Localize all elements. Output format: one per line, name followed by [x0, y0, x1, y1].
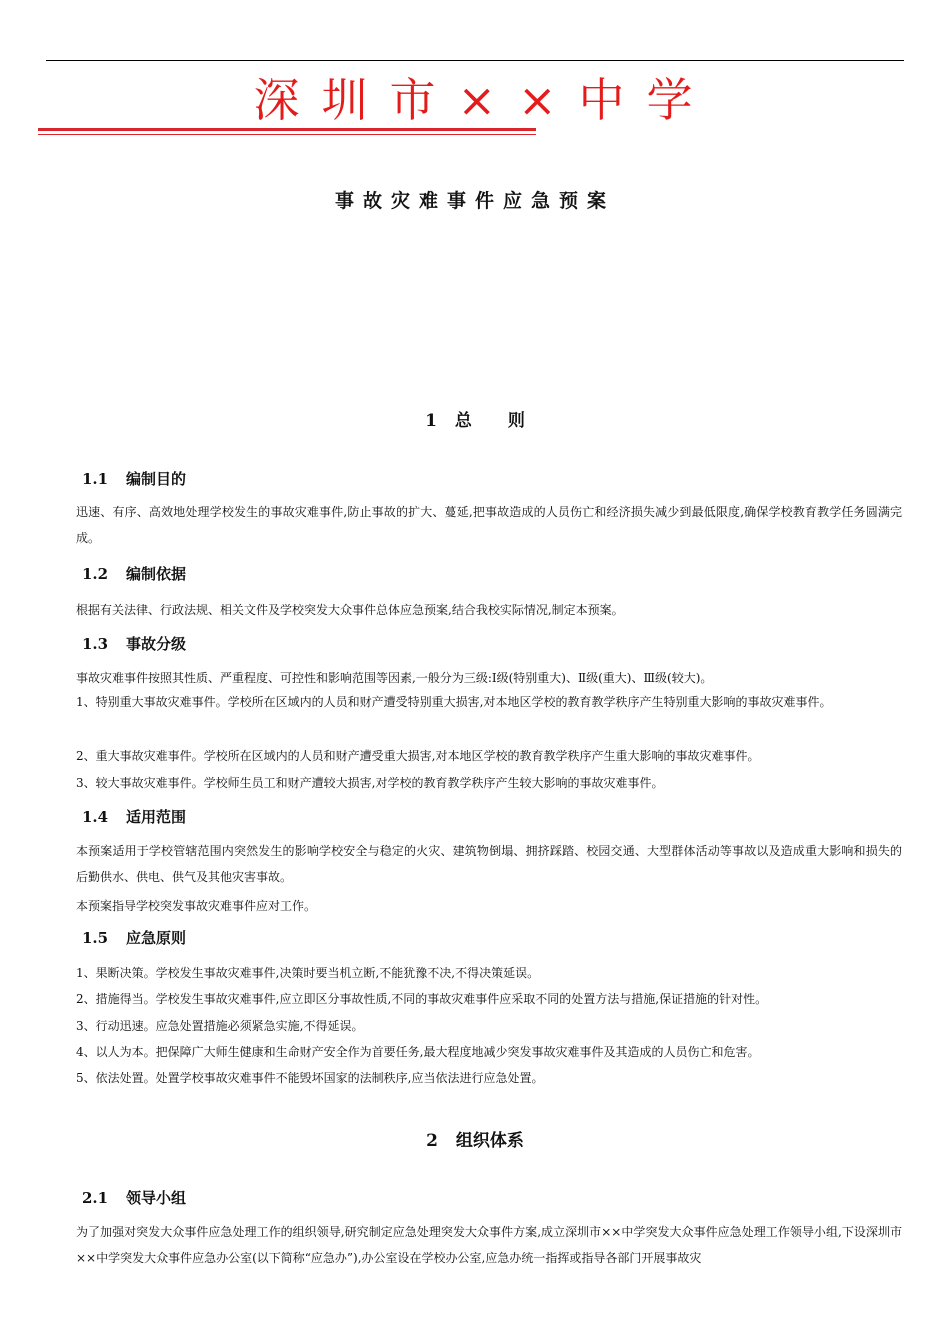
chapter-title-part: 总: [454, 411, 508, 431]
paragraph: 3、行动迅速。应急处置措施必须紧急实施,不得延误。: [76, 1019, 364, 1033]
section-title: 事故分级: [126, 635, 187, 653]
section-title: 领导小组: [126, 1189, 187, 1207]
paragraph: 迅速、有序、高效地处理学校发生的事故灾难事件,防止事故的扩大、蔓延,把事故造成的人员伤亡和经济损失减少到最低限度,确保学校教育教学任务圆满完成。: [76, 505, 902, 545]
paragraph: 为了加强对突发大众事件应急处理工作的组织领导,研究制定应急处理突发大众事件方案,成立深圳市××中学突发大众事件应急处理工作领导小组,下设深圳市××中学突发大众事件应急办公室(以下简称“应急办”),办公室设在学校办公室,应急办统一指挥或指导各部门开展事故灾: [76, 1225, 902, 1265]
chapter-1-heading: [0, 406, 950, 431]
section-1-3-heading: [82, 633, 186, 654]
section-1-4-heading: [82, 806, 186, 827]
section-title: 适用范围: [126, 808, 187, 826]
document-title: 事故灾难事件应急预案: [334, 190, 615, 212]
section-number: 1.5: [82, 929, 109, 947]
chapter-number: 2: [426, 1131, 438, 1151]
section-title: 编制依据: [126, 565, 187, 583]
paragraph: 3、较大事故灾难事件。学校师生员工和财产遭较大损害,对学校的教育教学秩序产生较大影响的事故灾难事件。: [76, 776, 664, 790]
paragraph: 1、特别重大事故灾难事件。学校所在区域内的人员和财产遭受特别重大损害,对本地区学校的教育教学秩序产生特别重大影响的事故灾难事件。: [76, 695, 832, 709]
paragraph: 1、果断决策。学校发生事故灾难事件,决策时要当机立断,不能犹豫不决,不得决策延误。: [76, 966, 540, 980]
paragraph: 本预案指导学校突发事故灾难事件应对工作。: [76, 899, 317, 913]
chapter-2-heading: [0, 1126, 950, 1151]
school-name-heading: 深圳市××中学: [253, 73, 715, 127]
section-number: 2.1: [82, 1189, 109, 1207]
paragraph: 事故灾难事件按照其性质、严重程度、可控性和影响范围等因素,一般分为三级:Ⅰ级(特别重大)、Ⅱ级(重大)、Ⅲ级(较大)。: [76, 671, 713, 685]
chapter-title: 组织体系: [455, 1131, 524, 1151]
chapter-title-part: 则: [507, 411, 525, 431]
header-top-rule: [46, 60, 904, 61]
section-number: 1.2: [82, 565, 109, 583]
section-number: 1.1: [82, 470, 109, 488]
paragraph: 5、依法处置。处置学校事故灾难事件不能毁坏国家的法制秩序,应当依法进行应急处置。: [76, 1071, 544, 1085]
section-number: 1.4: [82, 808, 109, 826]
paragraph: 4、以人为本。把保障广大师生健康和生命财产安全作为首要任务,最大程度地减少突发事故灾难事件及其造成的人员伤亡和危害。: [76, 1045, 760, 1059]
section-2-1-heading: [82, 1187, 186, 1208]
paragraph: 2、重大事故灾难事件。学校所在区域内的人员和财产遭受重大损害,对本地区学校的教育教学秩序产生重大影响的事故灾难事件。: [76, 749, 760, 763]
header-red-rule: [38, 128, 536, 131]
chapter-number: 1: [425, 411, 437, 431]
section-1-2-heading: [82, 563, 186, 584]
section-title: 编制目的: [126, 470, 187, 488]
section-number: 1.3: [82, 635, 109, 653]
header-red-rule-thin: [38, 134, 536, 135]
section-1-1-heading: [82, 468, 186, 489]
paragraph: 根据有关法律、行政法规、相关文件及学校突发大众事件总体应急预案,结合我校实际情况,制定本预案。: [76, 603, 624, 617]
section-title: 应急原则: [126, 929, 187, 947]
section-1-5-heading: [82, 927, 186, 948]
paragraph: 本预案适用于学校管辖范围内突然发生的影响学校安全与稳定的火灾、建筑物倒塌、拥挤踩踏、校园交通、大型群体活动等事故以及造成重大影响和损失的后勤供水、供电、供气及其他灾害事故。: [76, 844, 902, 884]
paragraph: 2、措施得当。学校发生事故灾难事件,应立即区分事故性质,不同的事故灾难事件应采取不同的处置方法与措施,保证措施的针对性。: [76, 992, 768, 1006]
